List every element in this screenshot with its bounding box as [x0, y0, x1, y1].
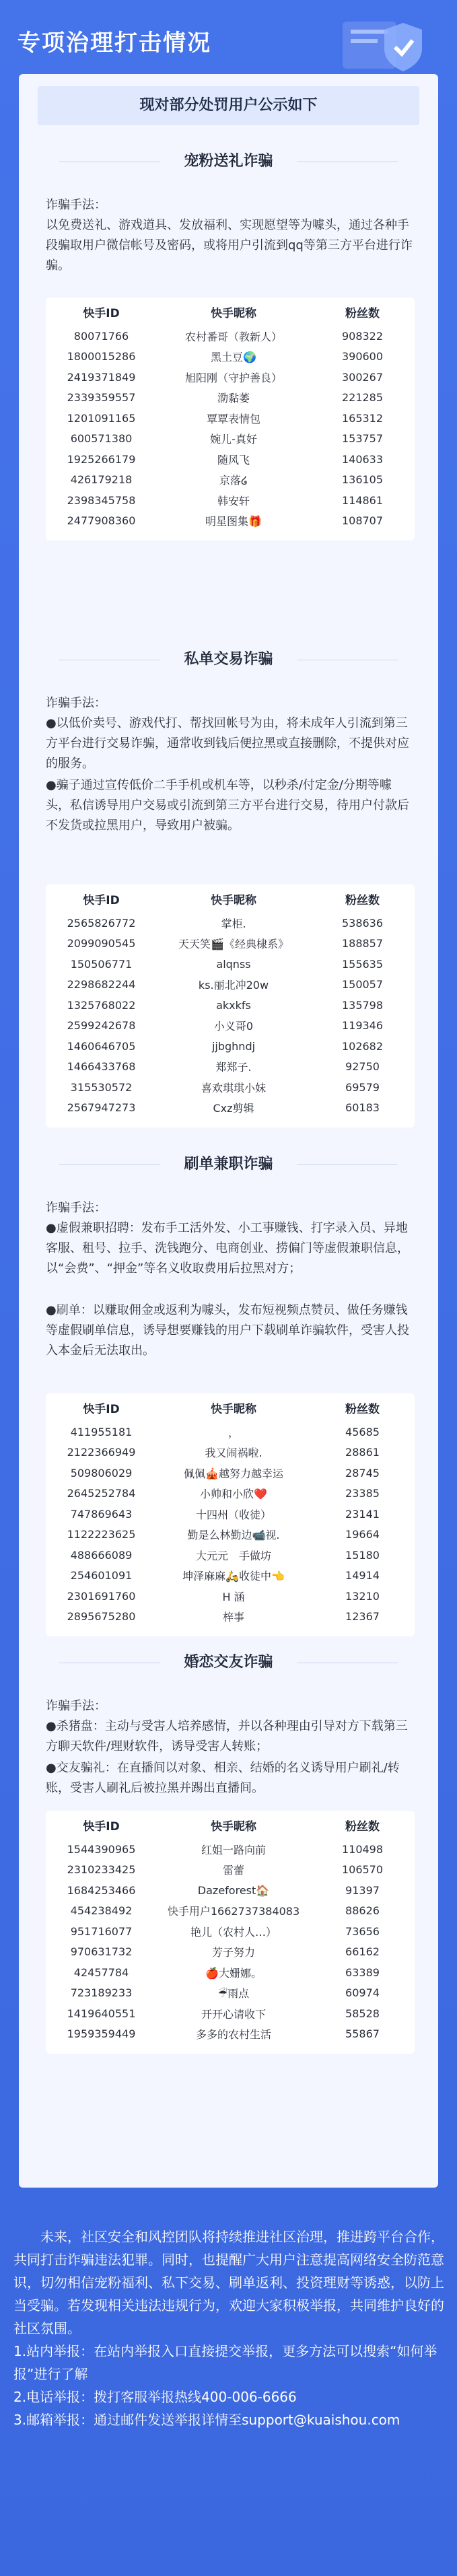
table-row [46, 326, 415, 347]
table-row [46, 1463, 415, 1484]
user-id-cell: 2398345758 [67, 493, 136, 507]
table-row [46, 1607, 415, 1628]
follower-count-cell: 55867 [345, 2027, 380, 2041]
footer-intro: 未来，社区安全和风控团队将持续推进社区治理，推进跨平台合作，共同打击诈骗违法犯罪。同时，也提醒广大用户注意提高网络安全防范意识，切勿相信宠粉福利、私下交易、刷单返利、投资理财等诱惑，以防上当受骗。若发现相关违法违规行为，欢迎大家积极举报，共同维护良好的社区氛围。 [13, 2229, 444, 2336]
follower-count-cell: 13210 [345, 1589, 380, 1603]
table-row [46, 1860, 415, 1881]
table-row [46, 1036, 415, 1057]
report-method-phone: 2.电话举报：拨打客服举报热线400-006-6666 [13, 2389, 297, 2405]
table-row [46, 1586, 415, 1607]
table-row [46, 347, 415, 368]
follower-count-cell: 45685 [345, 1425, 380, 1438]
follower-count-cell: 66162 [345, 1945, 380, 1959]
user-id-cell: 1684253466 [67, 1883, 136, 1897]
user-id-cell: 1544390965 [67, 1842, 136, 1856]
table-row [46, 1962, 415, 1983]
nickname-cell: 梓事 [222, 1611, 244, 1624]
follower-count-cell: 221285 [341, 391, 384, 405]
section-2 [19, 639, 438, 1115]
nickname-cell: ks.丽北冲20w [198, 979, 269, 992]
user-id-cell: 42457784 [73, 1965, 129, 1979]
follower-count-cell: 390600 [341, 350, 384, 363]
table-row [46, 1566, 415, 1587]
method-label: 诈骗手法： [46, 1201, 106, 1215]
nickname-cell: 艳儿（农村人…） [190, 1925, 277, 1939]
follower-count-cell: 69579 [345, 1080, 380, 1094]
method-label: 诈骗手法： [46, 1699, 106, 1713]
follower-count-cell: 114861 [341, 493, 384, 507]
table-row [46, 490, 415, 511]
user-id-cell: 315530572 [70, 1080, 133, 1094]
penalty-table [46, 298, 415, 541]
follower-count-cell: 155635 [341, 957, 384, 971]
nickname-cell: ， [227, 1426, 239, 1439]
nickname-cell: 多多的农村生活 [195, 2028, 271, 2042]
content-card [19, 74, 438, 2188]
follower-count-cell: 136105 [341, 473, 384, 487]
section-title [19, 148, 438, 175]
user-id-cell: 2122366949 [67, 1446, 136, 1459]
table-row [46, 1484, 415, 1504]
follower-count-cell: 135798 [341, 998, 384, 1012]
nickname-cell: Dazeforest🏠 [197, 1883, 270, 1897]
user-id-cell: 1460646705 [67, 1039, 136, 1053]
user-id-cell: 600571380 [70, 432, 133, 446]
table-row [46, 429, 415, 450]
nickname-cell: 小帅和小欣❤️ [200, 1488, 267, 1501]
table-row [46, 388, 415, 409]
nickname-cell: 郑郑子. [215, 1061, 252, 1074]
method-label: 诈骗手法： [46, 696, 106, 710]
nickname-cell: 佩佩🎪越努力越幸运 [184, 1467, 283, 1480]
user-id-cell: 1122223625 [67, 1528, 136, 1541]
nickname-cell: 掌柜. [221, 917, 246, 930]
table-header [46, 884, 415, 913]
user-id-cell: 1419640551 [67, 2007, 136, 2020]
user-id-cell: 254601091 [70, 1569, 133, 1582]
method-description: ●杀猪盘：主动与受害人培养感情，并以各种理由引导对方下载第三方聊天软件/理财软件，诱导受害人转账； [46, 1719, 408, 1753]
table-row [46, 1545, 415, 1566]
nickname-cell: 韩安轩 [217, 494, 250, 508]
nickname-cell: 雷蕾 [222, 1864, 244, 1877]
user-id-cell: 2298682244 [67, 978, 136, 991]
section-title-text: 私单交易诈骗 [184, 651, 273, 668]
user-id-cell: 150506771 [70, 957, 133, 971]
table-row [46, 1839, 415, 1860]
follower-count-cell: 28861 [345, 1446, 380, 1459]
column-header: 快手ID [83, 1402, 120, 1416]
nickname-cell: 婉儿-真好 [210, 433, 257, 446]
nickname-cell: H 涵 [222, 1590, 245, 1603]
user-id-cell: 454238492 [70, 1904, 133, 1918]
follower-count-cell: 73656 [345, 1924, 380, 1938]
nickname-cell: 覃覃表情包 [206, 412, 260, 425]
table-row [46, 1016, 415, 1037]
user-id-cell: 2099090545 [67, 937, 136, 950]
follower-count-cell: 153757 [341, 432, 384, 446]
follower-count-cell: 150057 [341, 978, 384, 991]
follower-count-cell: 88626 [345, 1904, 380, 1918]
follower-count-cell: 92750 [345, 1060, 380, 1074]
follower-count-cell: 15180 [345, 1548, 380, 1562]
follower-count-cell: 14914 [345, 1569, 380, 1582]
table-row [46, 1077, 415, 1098]
table-row [46, 408, 415, 429]
user-id-cell: 951716077 [70, 1924, 133, 1938]
table-row [46, 1921, 415, 1942]
table-row [46, 1880, 415, 1901]
nickname-cell: 黑土豆🌍 [211, 351, 256, 364]
method-description: 以免费送礼、游戏道具、发放福利、实现愿望等为噱头，通过各种手段骗取用户微信帐号及密码，或将用户引流到qq等第三方平台进行诈骗。 [46, 218, 413, 273]
method-description: ●骗子通过宣传低价二手手机或机车等，以秒杀/付定金/分期等噱头，私信诱导用户交易或引流到第三方平台进行交易，待用户付款后不发货或拉黑用户，导致用户被骗。 [46, 778, 409, 833]
user-id-cell: 2567947273 [67, 1101, 136, 1115]
nickname-cell: 喜欢琪琪小妹 [201, 1081, 266, 1094]
user-id-cell: 1201091165 [67, 411, 136, 425]
follower-count-cell: 119346 [341, 1019, 384, 1033]
nickname-cell: 随风飞 [217, 453, 250, 466]
user-id-cell: 426179218 [70, 473, 133, 487]
report-method-site: 1.站内举报：在站内举报入口直接提交举报，更多方法可以搜索“如何举报”进行了解 [13, 2343, 437, 2382]
table-row [46, 1504, 415, 1525]
shield-decoration-icon [329, 9, 430, 77]
table-row [46, 470, 415, 491]
method-description: ●以低价卖号、游戏代打、帮找回帐号为由，将未成年人引流到第三方平台进行交易诈骗，通常收到钱后便拉黑或直接删除，不提供对应的服务。 [46, 716, 409, 771]
nickname-cell: 🍎大姗娜。 [205, 1966, 262, 1980]
user-id-cell: 2310233425 [67, 1863, 136, 1877]
follower-count-cell: 108707 [341, 514, 384, 528]
table-row [46, 954, 415, 975]
section-title-text: 宠粉送礼诈骗 [184, 153, 273, 170]
table-row [46, 1983, 415, 2004]
follower-count-cell: 58528 [345, 2007, 380, 2020]
nickname-cell: akxkfs [216, 998, 251, 1012]
column-header: 粉丝数 [345, 893, 380, 907]
footer [13, 2225, 444, 2431]
user-id-cell: 2565826772 [67, 916, 136, 930]
nickname-cell: 开开心请收下 [201, 2007, 266, 2021]
user-id-cell: 2419371849 [67, 370, 136, 384]
method-description: ●刷单：以赚取佣金或返利为噱头，发布短视频点赞员、做任务赚钱等虚假刷单信息，诱导想要赚钱的用户下载刷单诈骗软件，受害人投入本金后无法取出。 [46, 1303, 409, 1358]
penalty-table [46, 1811, 415, 2054]
column-header: 粉丝数 [345, 1819, 380, 1834]
user-id-cell: 2477908360 [67, 514, 136, 528]
table-header [46, 1811, 415, 1839]
nickname-cell: 我又闹祸啦. [205, 1447, 262, 1460]
nickname-cell: ☔雨点 [217, 1987, 250, 2000]
follower-count-cell: 28745 [345, 1466, 380, 1480]
user-id-cell: 2645252784 [67, 1487, 136, 1500]
user-id-cell: 2599242678 [67, 1019, 136, 1033]
column-header: 快手昵称 [211, 1402, 256, 1416]
section-title-text: 刷单兼职诈骗 [184, 1156, 273, 1173]
user-id-cell: 723189233 [70, 1986, 133, 2000]
table-row [46, 913, 415, 934]
user-id-cell: 1466433768 [67, 1060, 136, 1074]
column-header: 快手昵称 [211, 1819, 256, 1834]
follower-count-cell: 23385 [345, 1487, 380, 1500]
user-id-cell: 411955181 [70, 1425, 133, 1438]
column-header: 粉丝数 [345, 306, 380, 320]
table-row [46, 511, 415, 532]
section-4 [19, 1642, 438, 2042]
follower-count-cell: 60974 [345, 1986, 380, 2000]
penalty-table [46, 884, 415, 1127]
table-header [46, 1393, 415, 1422]
table-row [46, 449, 415, 470]
user-id-cell: 2895675280 [67, 1610, 136, 1624]
header [0, 0, 457, 81]
section-title [19, 1649, 438, 1676]
nickname-cell: 明星图集🎁 [205, 515, 262, 528]
user-id-cell: 2301691760 [67, 1589, 136, 1603]
section-title [19, 646, 438, 673]
nickname-cell: 快手用户1662737384083 [167, 1905, 300, 1918]
nickname-cell: 红姐一路向前 [201, 1843, 266, 1856]
nickname-cell: 芳子努力 [211, 1946, 255, 1959]
user-id-cell: 488666089 [70, 1548, 133, 1562]
column-header: 快手昵称 [211, 893, 256, 907]
column-header: 快手ID [83, 893, 120, 907]
table-row [46, 1442, 415, 1463]
user-id-cell: 1800015286 [67, 350, 136, 363]
nickname-cell: 旭阳刚（守护善良） [184, 371, 282, 384]
nickname-cell: 京落໒ [219, 474, 248, 487]
report-method-email: 3.邮箱举报：通过邮件发送举报详情至support@kuaishou.com [13, 2412, 400, 2428]
user-id-cell: 1959359449 [67, 2027, 136, 2041]
nickname-cell: Cxz剪辑 [213, 1102, 254, 1115]
follower-count-cell: 23141 [345, 1507, 380, 1521]
table-row [46, 2024, 415, 2045]
table-row [46, 367, 415, 388]
notice-banner: 现对部分处罚用户公示如下 [38, 86, 419, 125]
nickname-cell: 十四州（收徒） [195, 1508, 271, 1521]
nickname-cell: alqnss [216, 957, 251, 971]
section-1 [19, 141, 438, 528]
table-row [46, 995, 415, 1016]
nickname-cell: 泐黏萎 [217, 392, 250, 405]
column-header: 快手ID [83, 306, 120, 320]
follower-count-cell: 140633 [341, 452, 384, 466]
nickname-cell: jjbghndj [211, 1039, 256, 1053]
user-id-cell: 747869643 [70, 1507, 133, 1521]
nickname-cell: 坤泽麻麻🛵收徒中👈 [182, 1570, 285, 1583]
follower-count-cell: 63389 [345, 1965, 380, 1979]
table-header [46, 298, 415, 326]
follower-count-cell: 91397 [345, 1883, 380, 1897]
table-row [46, 975, 415, 996]
section-3 [19, 1144, 438, 1624]
table-row [46, 1098, 415, 1119]
penalty-table [46, 1393, 415, 1636]
follower-count-cell: 12367 [345, 1610, 380, 1624]
nickname-cell: 小义哥0 [213, 1020, 254, 1033]
follower-count-cell: 165312 [341, 411, 384, 425]
column-header: 粉丝数 [345, 1402, 380, 1416]
page-title: 专项治理打击情况 [17, 30, 211, 57]
table-row [46, 1422, 415, 1442]
table-row [46, 2003, 415, 2024]
table-row [46, 934, 415, 954]
column-header: 快手昵称 [211, 306, 256, 320]
follower-count-cell: 908322 [341, 329, 384, 343]
table-row [46, 1942, 415, 1963]
column-header: 快手ID [83, 1819, 120, 1834]
follower-count-cell: 19664 [345, 1528, 380, 1541]
table-row [46, 1901, 415, 1922]
user-id-cell: 970631732 [70, 1945, 133, 1959]
method-description: ●虚假兼职招聘：发布手工活外发、小工事赚钱、打字录入员、异地客服、租号、拉手、洗钱跑分、电商创业、捞偏门等虚假兼职信息，以“会费”、“押金”等名义收取费用后拉黑对方； [46, 1221, 409, 1276]
table-row [46, 1057, 415, 1078]
follower-count-cell: 60183 [345, 1101, 380, 1115]
user-id-cell: 509806029 [70, 1466, 133, 1480]
method-description: ●交友骗礼：在直播间以对象、相亲、结婚的名义诱导用户刷礼/转账，受害人刷礼后被拉黑并踢出直播间。 [46, 1761, 400, 1795]
nickname-cell: 天天笑🎬《经典棣系》 [178, 938, 289, 951]
user-id-cell: 1925266179 [67, 452, 136, 466]
nickname-cell: 大元元 手做坊 [195, 1549, 271, 1562]
user-id-cell: 1325768022 [67, 998, 136, 1012]
follower-count-cell: 188857 [341, 937, 384, 950]
follower-count-cell: 110498 [341, 1842, 384, 1856]
user-id-cell: 80071766 [73, 329, 129, 343]
user-id-cell: 2339359557 [67, 391, 136, 405]
nickname-cell: 农村番哥（教新人） [184, 330, 282, 343]
follower-count-cell: 538636 [341, 916, 384, 930]
nickname-cell: 勤是么林勤边📹视. [187, 1529, 280, 1542]
follower-count-cell: 300267 [341, 370, 384, 384]
table-row [46, 1525, 415, 1545]
method-label: 诈骗手法： [46, 198, 106, 212]
section-title-text: 婚恋交友诈骗 [184, 1654, 273, 1671]
section-title [19, 1151, 438, 1178]
follower-count-cell: 106570 [341, 1863, 384, 1877]
follower-count-cell: 102682 [341, 1039, 384, 1053]
